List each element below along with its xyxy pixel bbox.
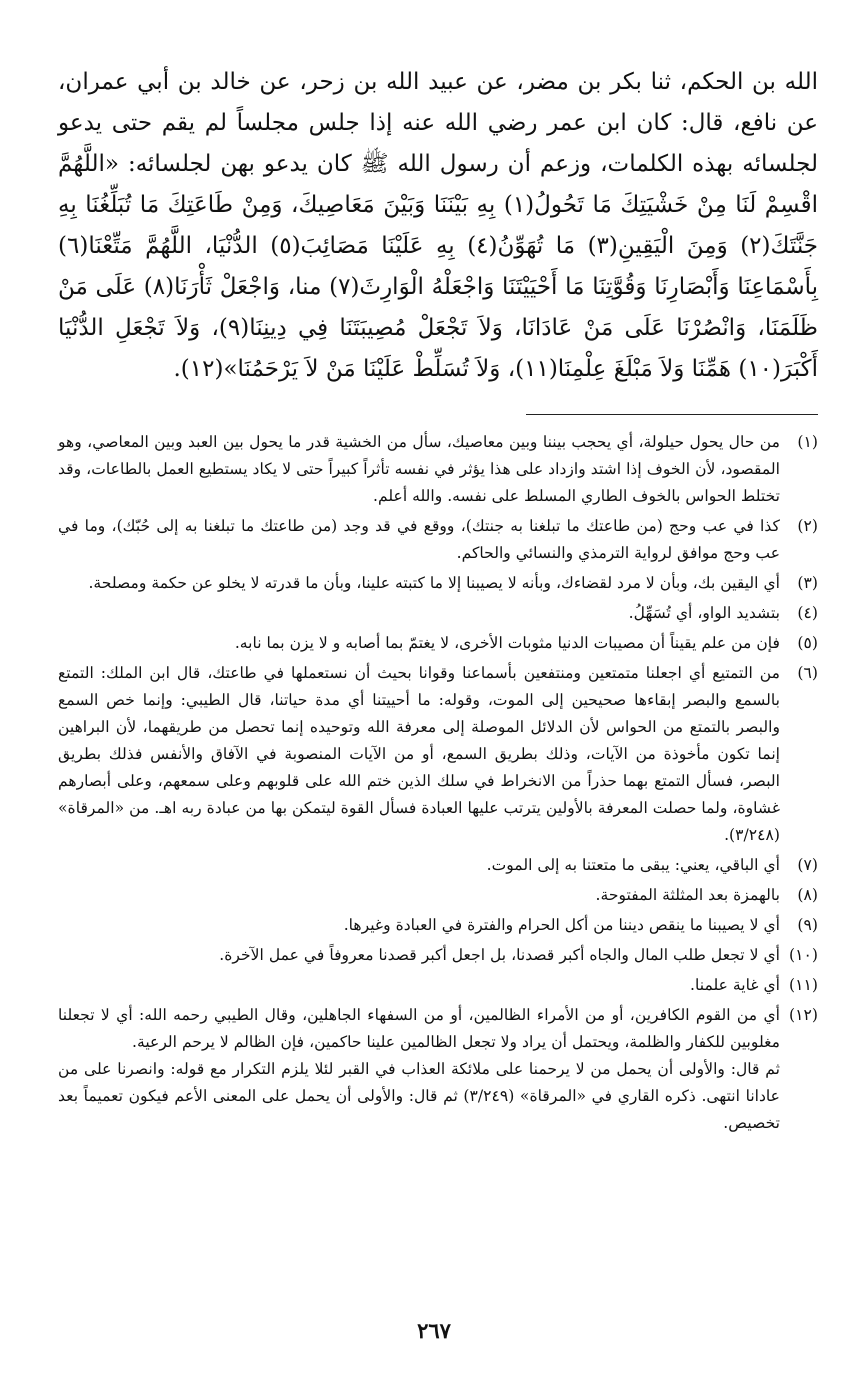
footnote-number: (٧): [797, 856, 818, 874]
footnote-3: [58, 570, 818, 597]
footnote-6: [58, 660, 818, 849]
footnote-text: كذا في عب وحج (من طاعتك ما تبلغنا به جنتك)، ووقع في قد وجد (من طاعتك ما تبلغنا به إلى حُبّك)، وما في عب وحج موافق لرواية الترمذي والنسائي والحاكم.: [58, 517, 780, 562]
footnote-divider: [526, 414, 818, 415]
footnote-text: أي غاية علمنا.: [690, 976, 780, 994]
footnote-11: [58, 972, 818, 999]
footnote-text: أي لا يصيبنا ما ينقص ديننا من أكل الحرام والفترة في العبادة وغيرها.: [343, 916, 780, 934]
footnote-8: [58, 882, 818, 909]
footnote-number: (١): [797, 433, 818, 451]
footnote-7: [58, 852, 818, 879]
footnote-text: أي اليقين بك، وبأن لا مرد لقضاءك، وبأنه لا يصيبنا إلا ما كتبته علينا، وبأن ما قدرته لا يخلو عن حكمة ومصلحة.: [88, 574, 780, 592]
footnote-text: أي لا تجعل طلب المال والجاه أكبر قصدنا، بل اجعل أكبر قصدنا معروفاً في عمل الآخرة.: [219, 946, 780, 964]
footnote-number: (٣): [797, 574, 818, 592]
footnote-2: [58, 513, 818, 567]
footnote-text: بالهمزة بعد المثلثة المفتوحة.: [595, 886, 780, 904]
footnote-5: [58, 630, 818, 657]
footnote-number: (٥): [797, 634, 818, 652]
footnote-continuation: ثم قال: والأولى أن يحمل من لا يرحمنا على ملائكة العذاب في القبر لئلا يلزم التكرار مع قوله: وانصرنا على من عادانا انتهى. ذكره القاري في «المرقاة» (٣/٢٤٩) ثم قال: والأولى أن يحمل على المعنى الأعم فيكون تعميماً بعد تخصيص.: [58, 1060, 780, 1132]
footnote-number: (١٢): [789, 1006, 818, 1024]
footnote-number: (٤): [797, 604, 818, 622]
footnote-text: فإن من علم يقيناً أن مصيبات الدنيا مثوبات الأخرى، لا يغتمّ بما أصابه و لا يزن بما نابه.: [234, 634, 780, 652]
footnote-text: أي الباقي، يعني: يبقى ما متعتنا به إلى الموت.: [486, 856, 780, 874]
footnote-text: أي من القوم الكافرين، أو من الأمراء الظالمين، أو من السفهاء الجاهلين، وقال الطيبي رحمه الله: أي لا تجعلنا مغلوبين للكفار والظلمة، ويحتمل أن يراد ولا تجعل الظالمين علينا حاكمين، فإن الظالم لا يرحم الرعية.: [58, 1006, 780, 1051]
footnote-number: (٦): [797, 664, 818, 682]
footnote-number: (٢): [797, 517, 818, 535]
footnote-4: [58, 600, 818, 627]
page-body: [58, 62, 818, 1140]
footnote-1: [58, 429, 818, 510]
hadith-text: [58, 62, 818, 390]
footnote-number: (١١): [789, 976, 818, 994]
page-number: ٢٦٧: [417, 1318, 451, 1343]
footnote-text: بتشديد الواو، أي تُسَهِّلُ.: [628, 604, 780, 622]
footnote-12: [58, 1002, 818, 1137]
footnote-number: (١٠): [789, 946, 818, 964]
main-paragraph: الله بن الحكم، ثنا بكر بن مضر، عن عبيد الله بن زحر، عن خالد بن أبي عمران، عن نافع، قال: كان ابن عمر رضي الله عنه إذا جلس مجلساً لم يقم حتى يدعو لجلسائه بهذه الكلمات، وزعم أن رسول الله ﷺ كان يدعو بهن لجلسائه: «اللَّهُمَّ اقْسِمْ لَنَا مِنْ خَشْيَتِكَ مَا تَحُولُ(١) بِهِ بَيْنَنَا وَبَيْنَ مَعَاصِيكَ، وَمِنْ طَاعَتِكَ مَا تُبَلِّغُنَا بِهِ جَنَّتَكَ(٢) وَمِنَ الْيَقِينِ(٣) مَا تُهَوِّنُ(٤) بِهِ عَلَيْنَا مَصَائِبَ(٥) الدُّنْيَا، اللَّهُمَّ مَتِّعْنَا(٦) بِأَسْمَاعِنَا وَأَبْصَارِنَا وَقُوَّتِنَا مَا أَحْيَيْتَنَا وَاجْعَلْهُ الْوَارِثَ(٧) منا، وَاجْعَلْ ثَأْرَنَا(٨) عَلَى مَنْ ظَلَمَنَا، وَانْصُرْنَا عَلَى مَنْ عَادَانَا، وَلاَ تَجْعَلْ مُصِيبَتَنَا فِي دِينِنَا(٩)، وَلاَ تَجْعَلِ الدُّنْيَا أَكْبَرَ(١٠) هَمِّنَا وَلاَ مَبْلَغَ عِلْمِنَا(١١)، وَلاَ تُسَلِّطْ عَلَيْنَا مَنْ لاَ يَرْحَمُنَا»(١٢).: [58, 69, 819, 382]
footnotes: [58, 429, 818, 1137]
footnote-9: [58, 912, 818, 939]
footnote-number: (٩): [797, 916, 818, 934]
footnote-text: من حال يحول حيلولة، أي يحجب بيننا وبين معاصيك، سأل من الخشية قدر ما يحول بين العبد وبين المعاصي، وهو المقصود، لأن الخوف إذا اشتد وازداد على هذا يؤثر في نفسه تأثراً كبيراً حتى لا يكاد يستطيع العمل بالطاعات، وقد تختلط الحواس بالخوف الطاري المسلط على نفسه. والله أعلم.: [58, 433, 780, 505]
footnote-number: (٨): [797, 886, 818, 904]
footnote-10: [58, 942, 818, 969]
footnote-text: من التمتيع أي اجعلنا متمتعين ومنتفعين بأسماعنا وقوانا بحيث أن نستعملها في طاعتك، قال ابن الملك: التمتع بالسمع والبصر إبقاءها صحيحين إلى الموت، وقوله: ما أحييتنا أي مدة حياتنا، قال الطيبي: وإنما خص السمع والبصر بالتمتع من الحواس لأن الدلائل الموصلة إلى معرفة الله وتوحيده إنما تحصل من طريقهما، لأن البراهين إنما تكون مأخوذة من الآيات، وذلك بطريق السمع، أو من الآيات المنصوبة في الآفاق والأنفس فذلك بطريق البصر، فسأل التمتع بهما حذراً من الانخراط في سلك الذين ختم الله على قلوبهم وعلى سمعهم، وعلى أبصارهم غشاوة، ولما حصلت المعرفة بالأولين يترتب عليها العبادة فسأل القوة ليتمكن بها من عبادة ربه اهـ. من «المرقاة» (٣/٢٤٨).: [58, 664, 780, 844]
